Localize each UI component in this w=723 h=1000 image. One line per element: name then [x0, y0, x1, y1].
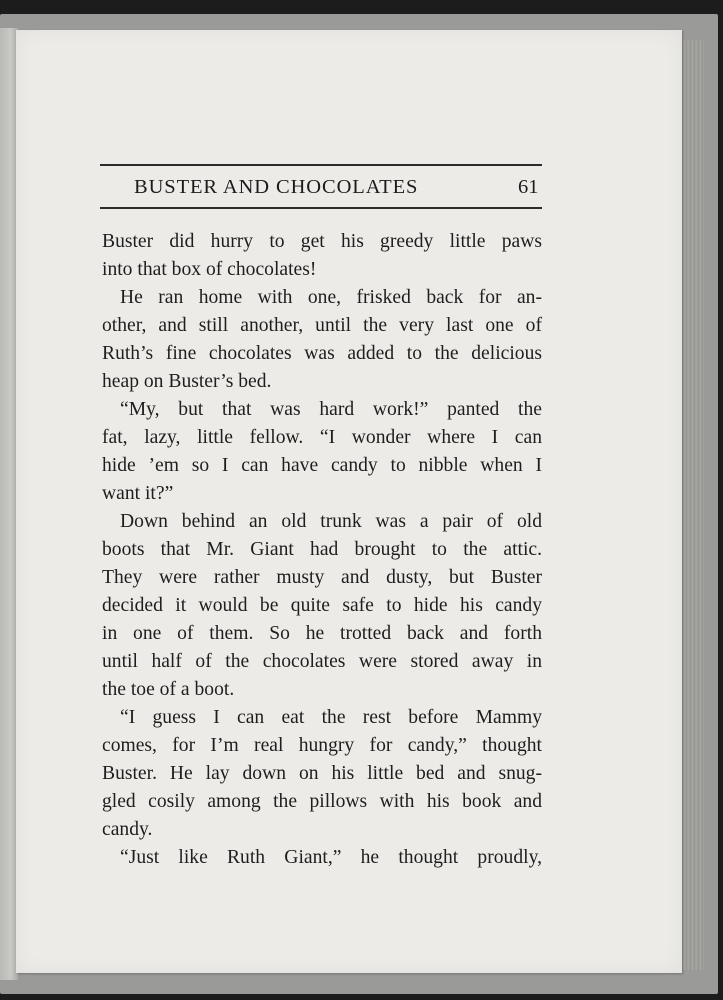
page-block-edge	[682, 40, 704, 970]
text-line: hide ’em so I can have candy to nibble when I	[102, 455, 542, 476]
text-line: They were rather musty and dusty, but Buster	[102, 567, 542, 588]
text-line: decided it would be quite safe to hide his candy	[102, 595, 542, 616]
text-line: candy.	[102, 819, 153, 840]
text-line: fat, lazy, little fellow. “I wonder where I can	[102, 427, 542, 448]
text-line: want it?”	[102, 483, 174, 504]
text-line: gled cosily among the pillows with his book and	[102, 791, 542, 812]
text-line: into that box of chocolates!	[102, 259, 317, 280]
text-line: the toe of a boot.	[102, 679, 235, 700]
running-title: BUSTER AND CHOCOLATES	[134, 176, 419, 198]
header-rule-top	[100, 164, 542, 166]
book-page	[16, 30, 682, 973]
page-number: 61	[518, 176, 539, 198]
text-line: heap on Buster’s bed.	[102, 371, 272, 392]
header-rule-bottom	[100, 207, 542, 209]
text-line: He ran home with one, frisked back for an-	[120, 287, 542, 308]
text-line: “I guess I can eat the rest before Mammy	[120, 707, 542, 728]
text-line: until half of the chocolates were stored away in	[102, 651, 542, 672]
text-line: boots that Mr. Giant had brought to the attic.	[102, 539, 542, 560]
text-line: Ruth’s fine chocolates was added to the delicious	[102, 343, 542, 364]
text-line: comes, for I’m real hungry for candy,” thought	[102, 735, 542, 756]
text-line: Buster. He lay down on his little bed and snug-	[102, 763, 542, 784]
text-line: Buster did hurry to get his greedy little paws	[102, 231, 542, 252]
text-line: “Just like Ruth Giant,” he thought proudly,	[120, 847, 542, 868]
text-line: in one of them. So he trotted back and forth	[102, 623, 542, 644]
text-line: “My, but that was hard work!” panted the	[120, 399, 542, 420]
text-line: Down behind an old trunk was a pair of old	[120, 511, 542, 532]
text-line: other, and still another, until the very last one of	[102, 315, 542, 336]
